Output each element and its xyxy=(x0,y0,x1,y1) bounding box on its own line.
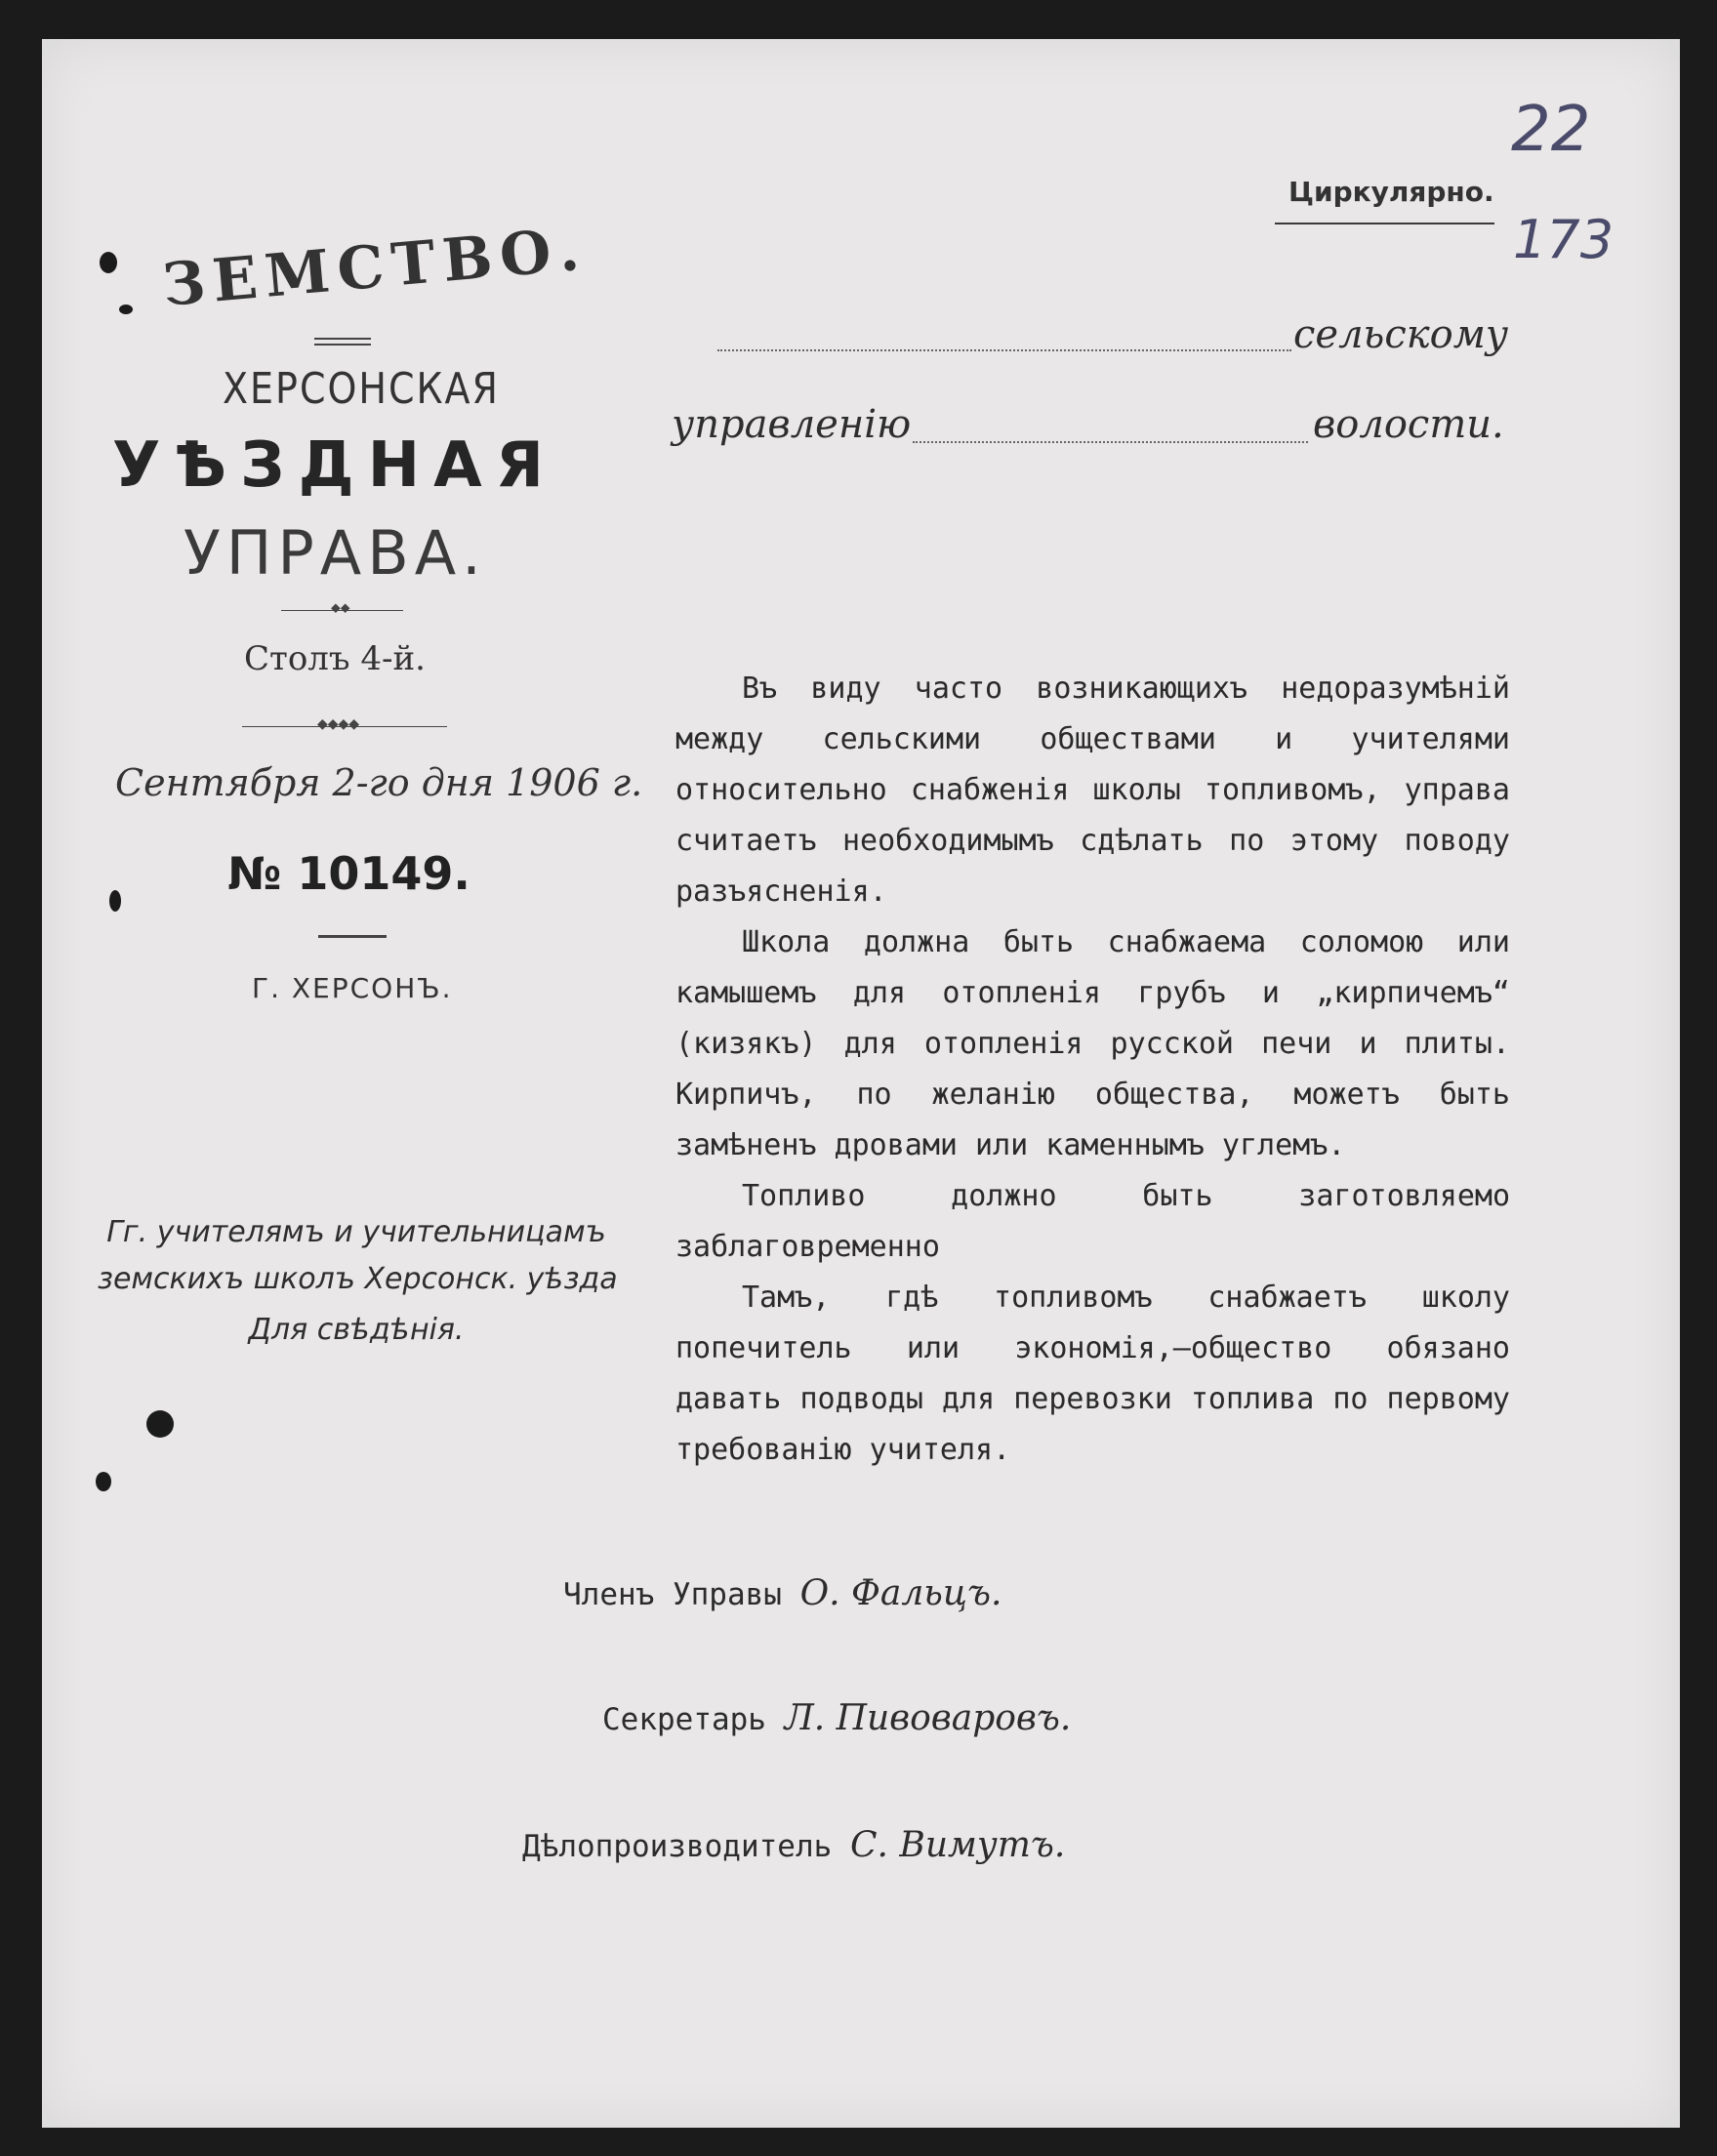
archive-number-bottom: 173 xyxy=(1513,209,1615,270)
addressee-line-1: Гг. учителямъ и учительницамъ xyxy=(106,1215,606,1249)
uezdnaya-heading: УѢЗДНАЯ xyxy=(112,429,557,502)
signature-title: Дѣлопроизводитель xyxy=(522,1829,833,1864)
punch-hole xyxy=(119,305,133,314)
signature-title: Членъ Управы xyxy=(563,1577,782,1612)
punch-hole xyxy=(109,890,121,912)
signature-name: О. Фальцъ. xyxy=(799,1573,1002,1613)
recipient-village: сельскому xyxy=(1293,312,1509,357)
signature-clerk xyxy=(522,1825,1065,1865)
ornament: ◆◆◆◆ xyxy=(317,716,360,732)
desk-number: Столъ 4-й. xyxy=(244,639,426,678)
uprava-heading: УПРАВА. xyxy=(184,517,487,589)
signature-member xyxy=(563,1573,1002,1613)
punch-hole xyxy=(100,252,117,273)
paragraph-4: Тамъ, гдѣ топливомъ снабжаетъ школу попечитель или экономія,—общество обязано давать подводы для перевозки топлива по первому требованію учителя. xyxy=(675,1281,1510,1467)
blank-line xyxy=(717,349,1291,351)
document-number: № 10149. xyxy=(227,847,470,900)
signature-name: Л. Пивоваровъ. xyxy=(784,1698,1072,1738)
district-name: ХЕРСОНСКАЯ xyxy=(223,363,500,414)
punch-hole xyxy=(96,1472,111,1491)
divider xyxy=(314,338,371,340)
recipient-volost: волости. xyxy=(1313,402,1504,447)
signature-secretary xyxy=(602,1698,1071,1738)
zemstvo-heading: ЗЕМСТВО. xyxy=(159,215,591,320)
archive-number-top: 22 xyxy=(1511,94,1591,166)
punch-hole xyxy=(146,1410,174,1438)
paragraph-3: Топливо должно быть заготовляемо заблаговременно xyxy=(675,1179,1510,1264)
ornament: ⬥⬥ xyxy=(331,600,350,616)
paragraph-1: Въ виду часто возникающихъ недоразумѣній между сельскими обществами и учителями относительно снабженія школы топливомъ, управа считаетъ необходимымъ сдѣлать по этому поводу разъясненія. xyxy=(675,671,1510,909)
divider xyxy=(314,344,371,346)
blank-line xyxy=(913,441,1308,443)
circular-underline xyxy=(1275,223,1494,224)
signature-name: С. Вимутъ. xyxy=(849,1825,1066,1865)
city: Г. ХЕРСОНЪ. xyxy=(252,972,453,1004)
addressee-line-3: Для свѣдѣнія. xyxy=(248,1313,465,1347)
paragraph-2: Школа должна быть снабжаема соломою или камышемъ для отопленія грубъ и „кирпичемъ“ (кизякъ) для отопленія русской печи и плиты. Кирпичъ, по желанію общества, можетъ быть замѣненъ дровами или каменнымъ углемъ. xyxy=(675,925,1510,1162)
document-date: Сентября 2-го дня 1906 г. xyxy=(115,761,643,804)
recipient-board: управленію xyxy=(672,402,912,447)
circular-label: Циркулярно. xyxy=(1288,176,1494,208)
addressee-line-2: земскихъ школъ Херсонск. уѣзда xyxy=(98,1262,618,1296)
divider xyxy=(318,935,387,938)
signature-title: Секретарь xyxy=(602,1702,766,1737)
body-text xyxy=(675,664,1510,1476)
